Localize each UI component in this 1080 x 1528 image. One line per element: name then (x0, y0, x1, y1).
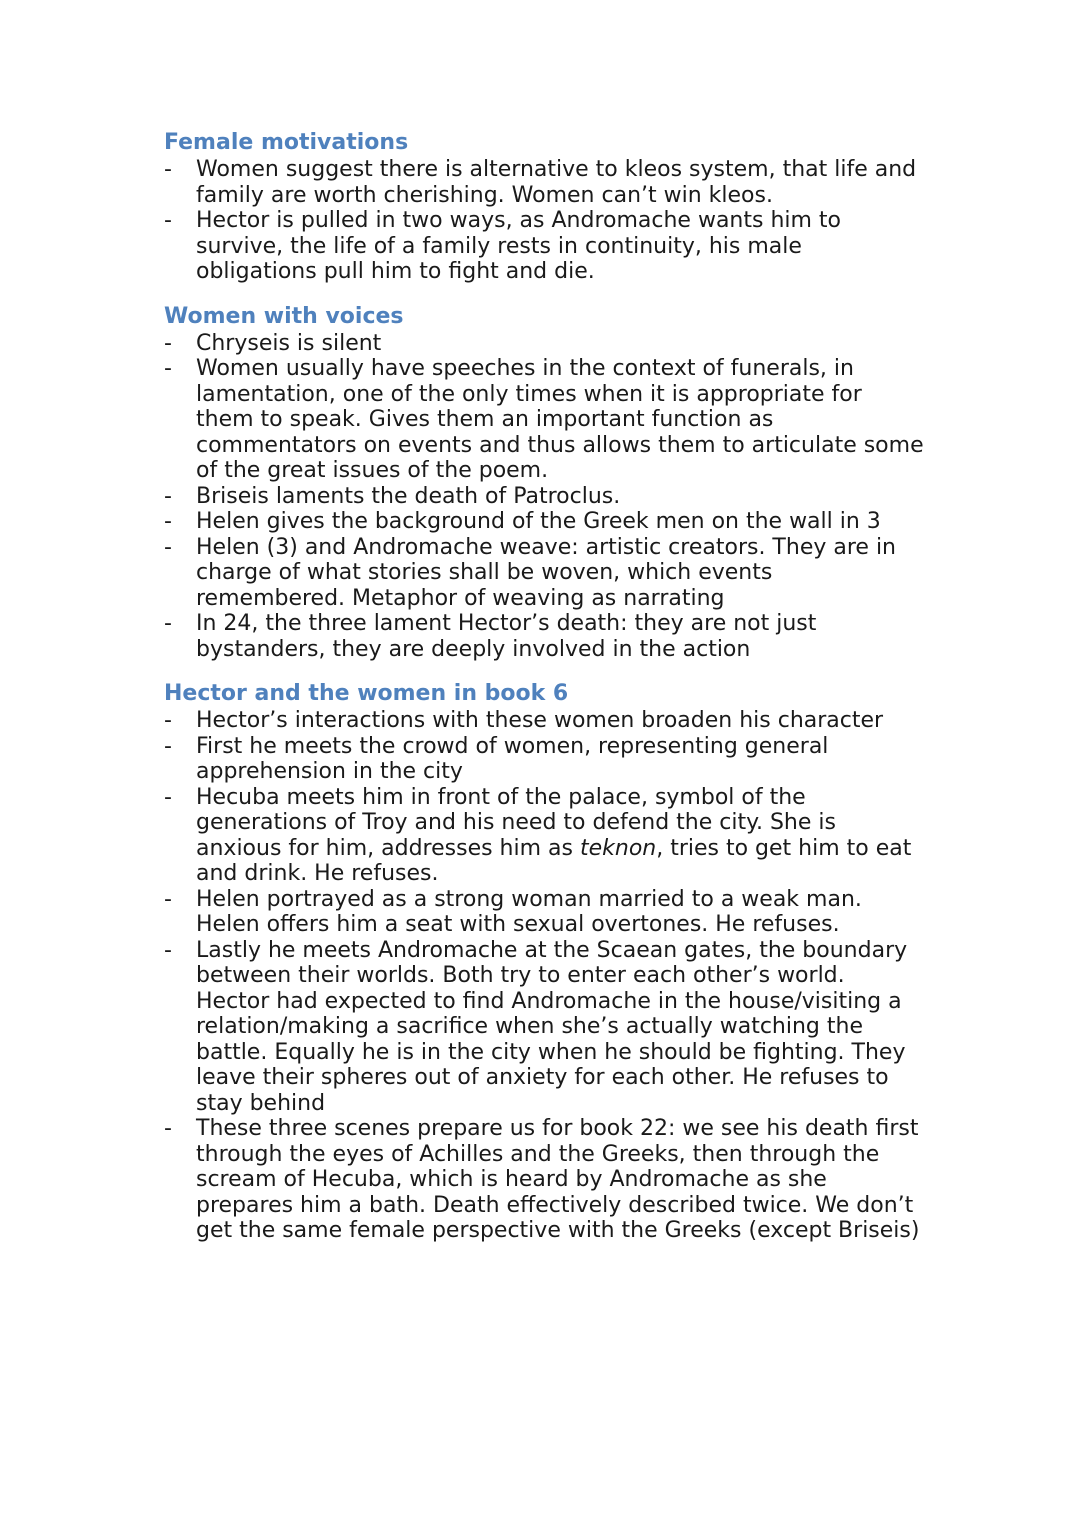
list-item (164, 785, 964, 887)
section (164, 128, 964, 285)
list-item-line: leave their spheres out of anxiety for each other. He refuses to (196, 1065, 889, 1090)
list-item-line: Women suggest there is alternative to kleos system, that life and (196, 157, 917, 182)
list-item (164, 887, 964, 938)
section (164, 679, 964, 1244)
list-item-line: battle. Equally he is in the city when he should be fighting. They (196, 1039, 906, 1065)
list-item-line: scream of Hecuba, which is heard by Andromache as she (196, 1167, 827, 1192)
list-item-line: Hecuba meets him in front of the palace, symbol of the (196, 784, 806, 810)
dash-bullet: - (164, 1116, 172, 1141)
list-item-line: stay behind (196, 1090, 326, 1116)
list-item-line: remembered. Metaphor of weaving as narrating (196, 585, 725, 611)
section-heading: Female motivations (164, 130, 409, 155)
dash-bullet: - (164, 356, 172, 381)
list-item-line: In 24, the three lament Hector’s death: they are not just (196, 611, 817, 636)
section (164, 302, 964, 663)
list-item-line: generations of Troy and his need to defend the city. She is (196, 810, 836, 835)
dash-bullet: - (164, 937, 172, 963)
list-item (164, 938, 964, 1117)
list-item-line: Helen offers him a seat with sexual overtones. He refuses. (196, 912, 840, 937)
list-item-line: family are worth cherishing. Women can’t win kleos. (196, 182, 773, 208)
list-item (164, 509, 964, 535)
dash-bullet: - (164, 708, 172, 733)
list-item-line: These three scenes prepare us for book 22: we see his death first (196, 1116, 919, 1141)
list-item-line: First he meets the crowd of women, representing general (196, 733, 829, 759)
bullet-list (164, 708, 964, 1244)
italic-term: teknon (579, 835, 657, 861)
list-item (164, 611, 964, 662)
list-item-line: commentators on events and thus allows them to articulate some (196, 432, 924, 458)
list-item-line: of the great issues of the poem. (196, 458, 549, 483)
list-item-line: through the eyes of Achilles and the Greeks, then through the (196, 1141, 880, 1167)
list-item-line: relation/making a sacrifice when she’s actually watching the (196, 1014, 863, 1039)
list-item (164, 708, 964, 734)
list-item-line: Lastly he meets Andromache at the Scaean gates, the boundary (196, 937, 908, 963)
list-item-line: prepares him a bath. Death effectively described twice. We don’t (196, 1192, 914, 1218)
list-item-line: charge of what stories shall be woven, which events (196, 560, 773, 585)
dash-bullet: - (164, 483, 172, 509)
bullet-list (164, 331, 964, 663)
list-item-line: Helen gives the background of the Greek men on the wall in 3 (196, 509, 881, 534)
list-item-line: them to speak. Gives them an important function as (196, 407, 774, 432)
list-item-line: Hector had expected to find Andromache in the house/visiting a (196, 988, 902, 1014)
list-item-line: Hector is pulled in two ways, as Andromache wants him to (196, 208, 842, 233)
list-item (164, 331, 964, 357)
list-item-line: Women usually have speeches in the context of funerals, in (196, 356, 854, 381)
list-item (164, 734, 964, 785)
dash-bullet: - (164, 534, 172, 560)
dash-bullet: - (164, 611, 172, 636)
list-item-line: survive, the life of a family rests in continuity, his male (196, 233, 802, 259)
bullet-list (164, 157, 964, 285)
dash-bullet: - (164, 784, 172, 810)
list-item-line: get the same female perspective with the Greeks (except Briseis) (196, 1218, 920, 1243)
dash-bullet: - (164, 509, 172, 534)
dash-bullet: - (164, 208, 172, 233)
list-item (164, 1116, 964, 1244)
list-item-line: between their worlds. Both try to enter each other’s world. (196, 963, 845, 988)
list-item (164, 535, 964, 612)
list-item-line: and drink. He refuses. (196, 861, 439, 886)
list-item (164, 157, 964, 208)
list-item-line: obligations pull him to fight and die. (196, 259, 595, 284)
list-item-line: Briseis laments the death of Patroclus. (196, 483, 621, 509)
section-heading: Women with voices (164, 303, 404, 329)
list-item-line: apprehension in the city (196, 759, 463, 784)
list-item-line: Chryseis is silent (196, 330, 382, 356)
dash-bullet: - (164, 157, 172, 182)
dash-bullet: - (164, 330, 172, 356)
list-item (164, 208, 964, 285)
list-item-line: Helen (3) and Andromache weave: artistic creators. They are in (196, 534, 896, 560)
list-item-line: Helen portrayed as a strong woman married to a weak man. (196, 886, 862, 912)
document-page (164, 128, 964, 1261)
dash-bullet: - (164, 886, 172, 912)
list-item (164, 484, 964, 510)
list-item-line: bystanders, they are deeply involved in the action (196, 636, 751, 662)
list-item (164, 356, 964, 484)
list-item-line: lamentation, one of the only times when it is appropriate for (196, 381, 862, 407)
list-item-line: anxious for him, addresses him as teknon, tries to get him to eat (196, 835, 912, 861)
list-item-line: Hector’s interactions with these women broaden his character (196, 708, 884, 733)
section-heading: Hector and the women in book 6 (164, 681, 569, 706)
dash-bullet: - (164, 733, 172, 759)
